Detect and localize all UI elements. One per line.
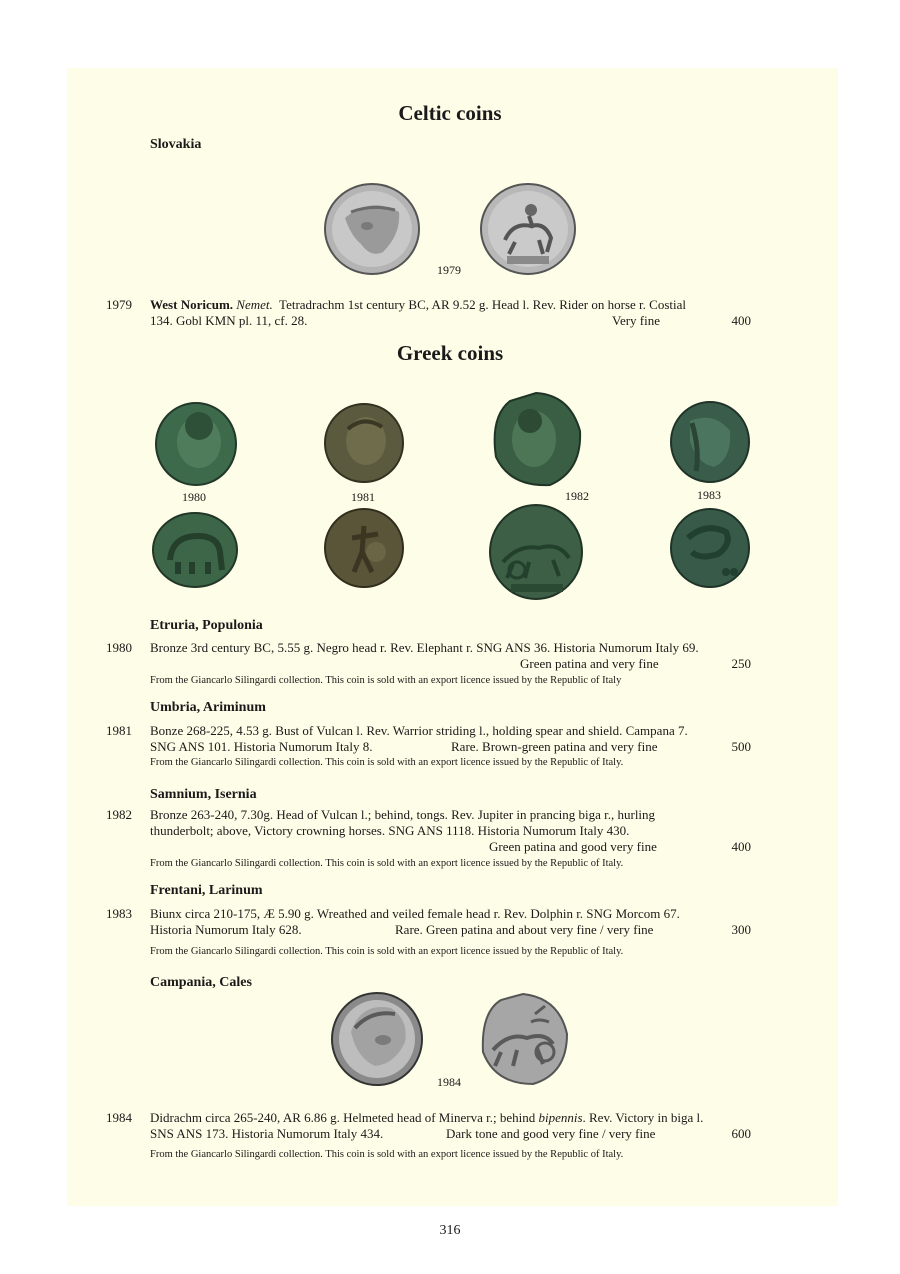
coin-1981-obverse-image — [324, 403, 404, 483]
lot-number-1979: 1979 — [106, 297, 132, 312]
lot-price-1981: 500 — [731, 739, 751, 754]
coin-1982-obverse-image — [490, 391, 582, 487]
lot-grade-1980: Green patina and very fine — [520, 656, 659, 671]
lot-number-1983: 1983 — [106, 906, 132, 921]
lot-description-1980 — [150, 640, 751, 656]
lot-provenance-1983: From the Giancarlo Silingardi collection. This coin is sold with an export licence issued by the Republic of Italy. — [150, 946, 624, 957]
lot-number-1980: 1980 — [106, 640, 132, 655]
lot-grade-1979: Very fine — [612, 313, 661, 328]
lot-1979-line2: 134. Gobl KMN pl. 11, cf. 28. — [150, 312, 308, 328]
coin-1979-reverse-image — [479, 182, 577, 276]
heading-greek-coins: Greek coins — [396, 341, 504, 365]
section-slovakia: Slovakia — [150, 137, 202, 152]
caption-1981: 1981 — [351, 490, 375, 504]
lot-1982-line2: thunderbolt; above, Victory crowning horses. SNG ANS 1118. Historia Numorum Italy 430. — [150, 822, 630, 838]
lot-provenance-1984: From the Giancarlo Silingardi collection. This coin is sold with an export licence issued by the Republic of Italy. — [150, 1149, 624, 1160]
lot-number-1981: 1981 — [106, 723, 132, 738]
lot-1981-line1: Bonze 268-225, 4.53 g. Bust of Vulcan l. Rev. Warrior striding l., holding spear and shield. Campana 7. — [150, 723, 688, 738]
lot-provenance-1980: From the Giancarlo Silingardi collection. This coin is sold with an export licence issued by the Republic of Italy — [150, 675, 622, 686]
lot-1980-line1: Bronze 3rd century BC, 5.55 g. Negro head r. Rev. Elephant r. SNG ANS 36. Historia Numorum Italy 69. — [150, 640, 699, 655]
lot-price-1984: 600 — [731, 1126, 751, 1141]
caption-1982: 1982 — [565, 489, 589, 503]
caption-1984: 1984 — [437, 1075, 461, 1089]
coin-1984-obverse-image — [331, 992, 423, 1086]
coin-1981-reverse-image — [324, 508, 404, 588]
lot-description-1979 — [150, 297, 751, 328]
heading-celtic-coins: Celtic coins — [398, 101, 502, 125]
lot-price-1980: 250 — [731, 656, 751, 671]
lot-1979-name: West Noricum. — [150, 297, 234, 312]
caption-1979: 1979 — [437, 263, 461, 277]
lot-1981-line2: SNG ANS 101. Historia Numorum Italy 8. — [150, 738, 373, 754]
lot-grade-1982: Green patina and good very fine — [489, 839, 657, 854]
lot-provenance-1982: From the Giancarlo Silingardi collection. This coin is sold with an export licence issued by the Republic of Italy. — [150, 858, 624, 869]
section-samnium-isernia: Samnium, Isernia — [150, 787, 257, 802]
lot-price-1982: 400 — [731, 839, 751, 854]
lot-grade-1984: Dark tone and good very fine / very fine — [446, 1126, 656, 1141]
catalogue-page-panel — [67, 68, 838, 1206]
lot-1979-text: Tetradrachm 1st century BC, AR 9.52 g. Head l. Rev. Rider on horse r. Costial — [279, 297, 686, 312]
lot-1984-text-a: Didrachm circa 265-240, AR 6.86 g. Helmeted head of Minerva r.; behind — [150, 1110, 539, 1125]
coin-1982-reverse-image — [489, 504, 583, 600]
lot-number-1984: 1984 — [106, 1110, 132, 1125]
lot-price-1983: 300 — [731, 922, 751, 937]
section-campania-cales: Campania, Cales — [150, 975, 252, 990]
lot-provenance-1981: From the Giancarlo Silingardi collection. This coin is sold with an export licence issued by the Republic of Italy. — [150, 757, 624, 768]
section-etruria-populonia: Etruria, Populonia — [150, 618, 263, 633]
coin-1980-reverse-image — [152, 512, 238, 588]
coin-1980-obverse-image — [155, 402, 237, 486]
section-umbria-ariminum: Umbria, Ariminum — [150, 700, 266, 715]
caption-1980: 1980 — [182, 490, 206, 504]
lot-1979-ruler: Nemet. — [236, 297, 273, 312]
lot-1984-line2: SNS ANS 173. Historia Numorum Italy 434. — [150, 1125, 384, 1141]
lot-1983-line1: Biunx circa 210-175, Æ 5.90 g. Wreathed and veiled female head r. Rev. Dolphin r. SNG Morcom 67. — [150, 906, 680, 921]
lot-number-1982: 1982 — [106, 807, 132, 822]
lot-grade-1983: Rare. Green patina and about very fine / very fine — [395, 922, 654, 937]
coin-1984-reverse-image — [479, 992, 569, 1086]
lot-description-1982 — [150, 807, 751, 838]
coin-1983-obverse-image — [670, 401, 750, 483]
lot-1984-text-c: . Rev. Victory in biga l. — [582, 1110, 704, 1125]
coin-1979-obverse-image — [323, 182, 421, 276]
lot-1982-line1: Bronze 263-240, 7.30g. Head of Vulcan l.; behind, tongs. Rev. Jupiter in prancing biga r., hurling — [150, 807, 656, 822]
section-frentani-larinum: Frentani, Larinum — [150, 883, 263, 898]
page-number: 316 — [439, 1223, 461, 1238]
lot-1984-bipennis: bipennis — [538, 1110, 583, 1125]
coin-1983-reverse-image — [670, 508, 750, 588]
caption-1983: 1983 — [697, 488, 721, 502]
lot-grade-1981: Rare. Brown-green patina and very fine — [451, 739, 658, 754]
lot-1983-line2: Historia Numorum Italy 628. — [150, 921, 302, 937]
lot-price-1979: 400 — [731, 313, 751, 328]
